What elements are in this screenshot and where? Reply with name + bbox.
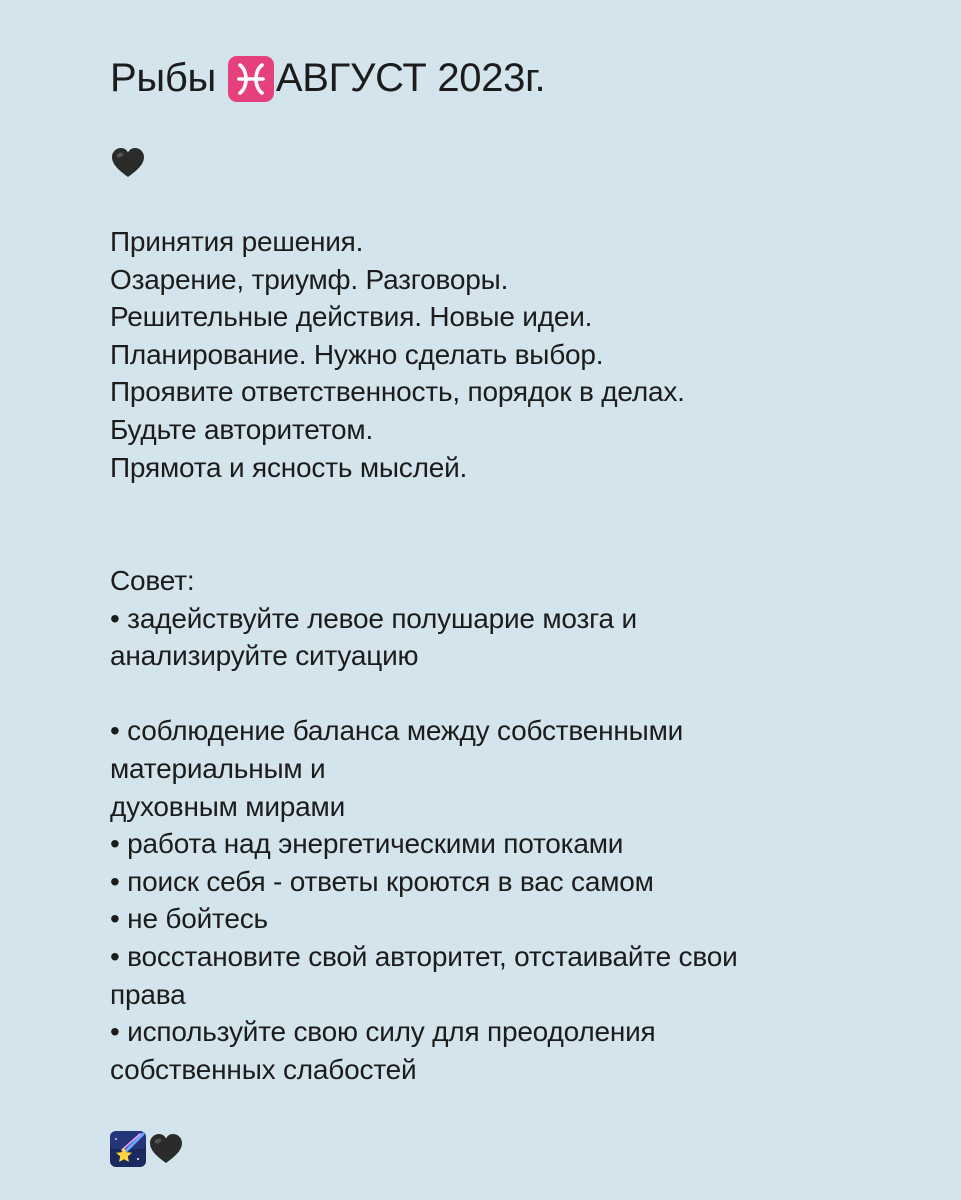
forecast-line: Будьте авторитетом. <box>110 413 374 445</box>
advice-line: • соблюдение баланса между собственными <box>110 715 684 747</box>
advice-line: • поиск себя - ответы кроются в вас самом <box>110 865 654 897</box>
spacer <box>110 675 738 713</box>
black-heart-icon <box>148 1132 184 1166</box>
advice-section <box>110 562 738 1088</box>
advice-line: • не бойтесь <box>110 903 268 935</box>
forecast-line: Проявите ответственность, порядок в делах. <box>110 376 685 408</box>
advice-line: анализируйте ситуацию <box>110 640 419 672</box>
advice-heading: Совет: <box>110 565 195 596</box>
advice-line: • задействуйте левое полушарие мозга и <box>110 602 637 634</box>
forecast-line: Прямота и ясность мыслей. <box>110 451 468 483</box>
shooting-star-icon <box>110 1131 146 1167</box>
advice-line: собственных слабостей <box>110 1053 417 1085</box>
forecast-line: Озарение, триумф. Разговоры. <box>110 263 509 295</box>
forecast-line: Решительные действия. Новые идеи. <box>110 301 593 333</box>
footer-emoji <box>110 1131 184 1167</box>
pisces-icon <box>228 56 274 102</box>
title-prefix: Рыбы <box>110 56 216 100</box>
heart-line <box>110 146 146 180</box>
advice-line: • используйте свою силу для преодоления <box>110 1016 656 1048</box>
advice-line: • восстановите свой авторитет, отстаивайте свои <box>110 940 738 972</box>
forecast-line: Планирование. Нужно сделать выбор. <box>110 338 604 370</box>
page-title <box>110 52 545 104</box>
forecast-line: Принятия решения. <box>110 226 364 257</box>
forecast-text <box>110 223 685 486</box>
advice-line: права <box>110 978 186 1010</box>
black-heart-icon <box>110 146 146 180</box>
advice-line: духовным мирами <box>110 790 346 822</box>
advice-line: материальным и <box>110 752 326 784</box>
title-suffix: АВГУСТ 2023г. <box>275 56 546 100</box>
advice-line: • работа над энергетическими потоками <box>110 828 624 860</box>
